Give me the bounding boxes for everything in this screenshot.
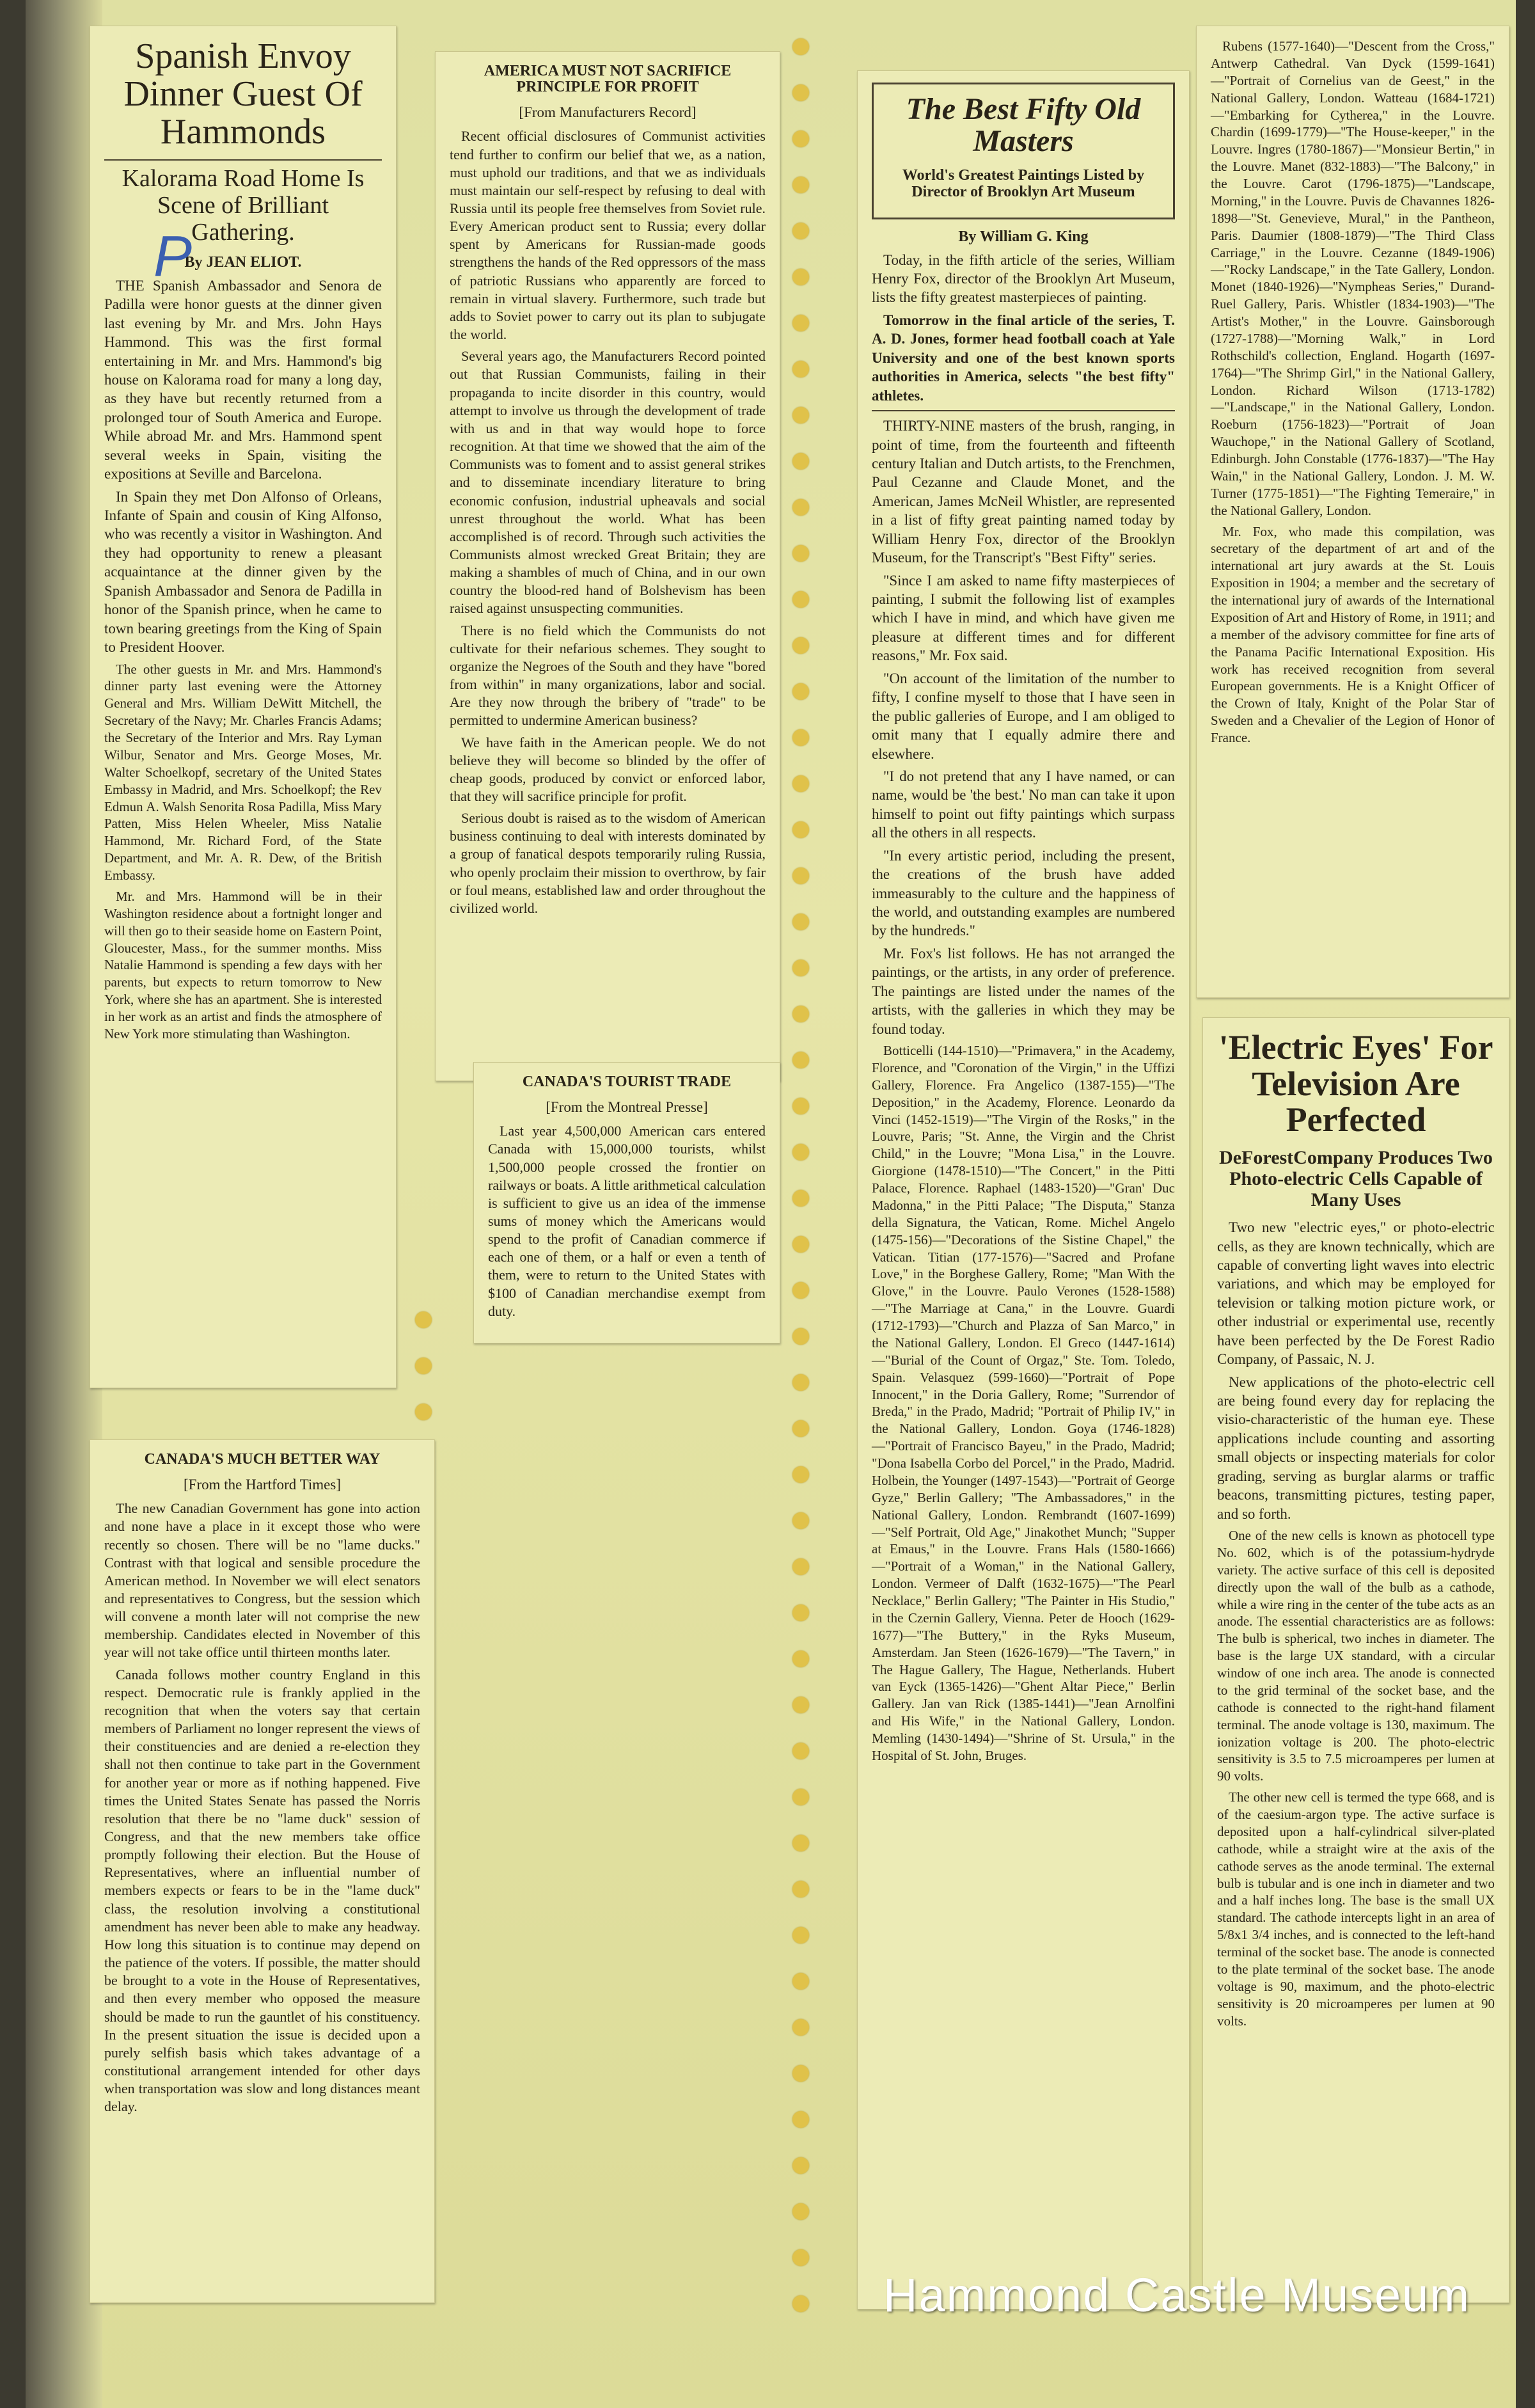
article-best-fifty: [857, 70, 1190, 2309]
paragraph: We have faith in the American people. We do not believe they will become so blinded by the offer of cheap goods, produced by convict or enforced labor, that they will sacrifice principle for profit.: [450, 734, 766, 804]
headline: Spanish Envoy Dinner Guest Of Hammonds: [123, 36, 363, 152]
paragraph: Mr. Fox's list follows. He has not arranged the paintings, or the artists, in any order of preference. The paintings are listed under the names of the artists, with the galleries in which they may be found today.: [872, 945, 1175, 1037]
paragraph: Serious doubt is raised as to the wisdom of American business continuing to deal with interests dominated by a group of fanatical despots temporarily ruling Russia, who openly proclaim their mission to overthrow, by fair or foul means, established law and order throughout the civilized world.: [450, 810, 766, 916]
headline: 'Electric Eyes' For Television Are Perfected: [1218, 1028, 1493, 1139]
painting-list: Botticelli (144-1510)—"Primavera," in the Academy, Florence, and "Coronation of the Virgin," in the Uffizi Gallery, Florence. Fra Angelico (1387-155)—"The Deposition," in the Academy, Florence. Leonardo da Vinci (1452-1519)—"The Virgin of the Rosks," in the Louvre, Paris; "St. Anne, the Virgin and the Christ Child," in the Louvre; "Mona Lisa," in the Louvre. Giorgione (1478-1510)—"The Concert," in the Pitti Palace, Florence. Raphael (1483-1520)—"Gran' Duc Madonna," in the Pitti Palace; "The Disputa," Stanza della Signatura, the Vatican, Rome. Michel Angelo (1475-156)—"Decorations of the Sistine Chapel," the Vatican. Titian (177-1576)—"Sacred and Profane Love," in the Borghese Gallery, Rome; "Man With the Glove," in the Louvre. Paulo Verones (1528-1588)—"The Marriage at Cana," in the Louvre. Guardi (1712-1793)—"Church and Plazza of San Marco," in the National Gallery, London. El Greco (1447-1614)—"Burial of the Count of Orgaz," Ste. Tom. Toledo, Spain. Velasquez (599-1660)—"Portrait of Pope Innocent," in the Doria Gallery, Rome; "Surrendor of Breda," in the Prado, Madrid; "Portrait of Philip IV," in the National Gallery, London. Goya (1746-1828)—"Portrait of Francisco Bayeu," in the Prado, Madrid; "Dona Isabella Corbo del Porcel," in the Prado, Madrid. Holbein, the Younger (1497-1543)—"Portrait of George Gyze," Berlin Gallery; "The Ambassadores," in the National Gallery, London. Rembrandt (1607-1699)—"Self Portrait, Old Age," Jinakothet Munch; "Supper at Emaus," in the Louvre. Frans Hals (1580-1666)—"Portrait of a Woman," in the National Gallery, London. Vermeer of Dalft (1632-1675)—"The Pearl Necklace," Berlin Gallery; "The Painter in His Studio," in the Czernin Gallery, Vienna. Peter de Hooch (1629-1677)—"The Buttery," in the Ryks Museum, Amsterdam. Jan Steen (1626-1679)—"The Tavern," in The Hague Gallery, The Hague, Netherlands. Hubert van Eyck (1365-1426)—"Ghent Altar Piece," Berlin Gallery. Jan van Rick (1385-1441)—"Jean Arnolfini and His Wife," in the National Gallery, London. Memling (1430-1494)—"Shrine of St. Ursula," in the Hospital of St. John, Bruges.: [872, 1043, 1175, 1763]
paragraph: Mr. and Mrs. Hammond will be in their Washington residence about a fortnight longer and will then go to their seaside home on Eastern Point, Gloucester, Mass., for the summer months. Miss Natalie Hammond is spending a few days with her parents, but expects to return tomorrow to New York, where she has an apartment. She is interested in her work as an artist and finds the atmosphere of New York more stimulating than Washington.: [104, 888, 382, 1042]
headline: The Best Fifty Old Masters: [906, 92, 1141, 159]
headline: AMERICA MUST NOT SACRIFICE PRINCIPLE FOR PROFIT: [484, 63, 732, 96]
paragraph: Tomorrow in the final article of the series, T. A. D. Jones, former head football coach at Yale University and one of the best known sports authorities in America, selects "the best fifty" athletes.: [872, 312, 1175, 404]
article-canada-tourist: [473, 1062, 780, 1343]
article-electric-eyes: [1202, 1017, 1509, 2303]
headline: CANADA'S MUCH BETTER WAY: [144, 1451, 381, 1468]
paragraph: Last year 4,500,000 American cars entered Canada with 15,000,000 tourists, whilst 1,500,000 people crossed the frontier on railways or boats. A little arithmetical calculation is sufficient to give us an idea of the immense sums of money which the Americans would spend to the profit of Canadian commerce if each one of them, or a half or even a tenth of them, were to return to the United States with $100 of Canadian merchandise exempt from duty.: [488, 1123, 766, 1319]
paragraph: Several years ago, the Manufacturers Record pointed out that Russian Communists, failing in their propaganda to incite disorder in this country, would attempt to involve us through the development of trade with us and in that way would hope to force recognition. At that time we showed that the aim of the Communists was to foment and to assist general strikes and to disseminate incendiary literature to bring economic confusion, industrial upheavals and social unrest throughout the world. What has been accomplished is of record. Through such activities the Communists almost wrecked Great Britain; they are making a shambles of much of China, and in our own country the blood-red hand of Bolshevism has been raised against unsuspecting communities.: [450, 348, 766, 617]
paragraph: THIRTY-NINE masters of the brush, ranging, in point of time, from the fourteenth and fifteenth century Italian and Dutch artists, to the Frenchmen, Paul Cezanne and Claude Monet, and the American, James McNeil Whistler, are represented in a list of fifty great painting named today by William Henry Fox, director of the Brooklyn Museum, for the Transcript's "Best Fifty" series.: [872, 418, 1175, 566]
paragraph: Canada follows mother country England in this respect. Democratic rule is frankly applied in the recognition that when the voters say that certain members of Parliament no longer represent the views of their constituencies and are denied a re-election they shall not then continue to take part in the Government for another year or more as if nothing happened. Five times the United States Senate has passed the Norris resolution that there be no "lame duck" session of Congress, and that the new members take office promptly following their election. But the House of Representatives, where an influential number of members expects or fears to be in the "lame duck" class, the resolution involving a constitutional amendment has never been able to make any headway. How long this situation is to continue may depend on the patience of the voters. If possible, the matter should be brought to a vote in the House of Representatives, and then every member who opposed the measure should be made to run the gauntlet of his constituency. In the present situation the issue is decided upon a purely selfish basis which takes advantage of a constitutional arrangement intended for other days when transportation was slow and long distances meant delay.: [104, 1666, 420, 2115]
article-spanish-envoy: [90, 26, 397, 1388]
paragraph: THE Spanish Ambassador and Senora de Padilla were honor guests at the dinner given last evening by Mr. and Mrs. John Hays Hammond. This was the first formal entertaining in Mr. and Mrs. Hammond's big house on Kalorama road for many a long day, as they have but recently returned from a prolonged tour of South America and Europe. While abroad Mr. and Mrs. Hammond spent several weeks in Spain, visiting the expositions at Seville and Barcelona.: [104, 277, 382, 482]
subheadline: World's Greatest Paintings Listed by Director of Brooklyn Art Museum: [902, 166, 1145, 201]
subheadline: DeForestCompany Produces Two Photo-electric Cells Capable of Many Uses: [1219, 1147, 1493, 1211]
article-canada-better-way: [90, 1439, 435, 2303]
article-best-fifty-continued: [1196, 26, 1509, 998]
paragraph: "I do not pretend that any I have named, or can name, would be 'the best.' No man can take it upon himself to point out fifty paintings which surpass all the others in all respects.: [872, 768, 1175, 841]
source-line: [From Manufacturers Record]: [519, 104, 697, 121]
rivet-column: [787, 38, 815, 2341]
paragraph: Mr. Fox, who made this compilation, was secretary of the department of art and of the international art jury awards at the St. Louis Exposition in 1904; a member and the secretary of the international jury of awards of the International Exposition of Art and History of Rome, in 1911; and a member of the advisory committee for fine arts of the Panama Pacific International Exposition. His work has received recognition from several European governments. He is a Knight Officer of the Crown of Italy, Knight of the Polar Star of Sweden and a Chevalier of the Legion of Honor of France.: [1211, 523, 1495, 745]
title-box: [872, 83, 1175, 219]
byline: By William G. King: [958, 228, 1089, 245]
paragraph: Two new "electric eyes," or photo-electric cells, as they are known technically, which are capable of converting light waves into electric variations, and which may be employed for television or talking motion picture work, or other industrial or experimental use, recently have been perfected by the De Forest Radio Company, of Passaic, N. J.: [1217, 1219, 1495, 1368]
headline: CANADA'S TOURIST TRADE: [522, 1073, 732, 1090]
paragraph: In Spain they met Don Alfonso of Orleans, Infante of Spain and cousin of King Alfonso, who was recently a visitor in Washington. And they had opportunity to renew a pleasant acquaintance at the dinner given by the Spanish Ambassador and Senora de Padilla in honor of the Spanish prince, when he came to town bearing greetings from the King of Spain to President Hoover.: [104, 488, 382, 656]
painting-list: Rubens (1577-1640)—"Descent from the Cross," Antwerp Cathedral. Van Dyck (1599-1641)—"Portrait of Cornelius van de Geest," in the National Gallery, London. Watteau (1684-1721)—"Embarking for Cytherea," in the Louvre. Chardin (1699-1779)—"The House-keeper," in the Louvre. Ingres (1780-1867)—"Monsieur Bertin," in the Louvre. Manet (832-1883)—"The Balcony," in the Louvre. Carot (1796-1875)—"Landscape, Morning," in the Louvre. Puvis de Chavannes 1826-1898—"St. Genevieve, Mural," in the Pantheon, Paris. Daumier (1808-1879)—"The Third Class Carriage," in the Louvre. Cezanne (1849-1906)—"Rocky Landscape," in the Tate Gallery, London. Monet (1840-1926)—"Nympheas Series," Durand-Ruel Gallery, Paris. Whistler (1834-1903)—"The Artist's Mother," in the Louvre. Gainsborough (1727-1788)—"Morning Walk," in Lord Rothschild's collection, England. Hogarth (1697-1764)—"The Shrimp Girl," in the National Gallery, London. Richard Wilson (1713-1782)—"Landscape," in the National Gallery, London. Roeburn (1756-1823)—"Portrait of Joan Wauchope," in the National Gallery of Scotland, Edinburgh. John Constable (1776-1837)—"The Hay Wain," in the National Gallery, London. J. M. W. Turner (1775-1851)—"The Fighting Temeraire," in the National Gallery, London.: [1211, 38, 1495, 518]
subheadline: Kalorama Road Home Is Scene of Brilliant Gathering.: [122, 165, 365, 246]
source-line: [From the Montreal Presse]: [546, 1099, 708, 1116]
paragraph: Today, in the fifth article of the series, William Henry Fox, director of the Brooklyn Art Museum, lists the fifty greatest masterpieces of painting.: [872, 251, 1175, 306]
paragraph: The other new cell is termed the type 668, and is of the caesium-argon type. The active surface is deposited upon a half-cylindrical silver-plated cathode, while a straight wire at the axis of the cathode serves as the anode terminal. The external bulb is tubular and is one inch in diameter and two and a half inches long. The base is the small UX standard. The cathode intercepts light in an area of 5/8x1 3/4 inches, and is connected to the left-hand terminal of the socket base. The anode is connected to the plate terminal of the socket base. The anode voltage is 90, maximum, and the photo-electric sensitivity is 20 microamperes per lumen at 90 volts.: [1217, 1789, 1495, 2029]
source-line: [From the Hartford Times]: [184, 1477, 341, 1493]
paragraph: "On account of the limitation of the number to fifty, I confine myself to those that I have seen in the public galleries of Europe, and I am obliged to omit many that I equally admire there and elsewhere.: [872, 670, 1175, 762]
watermark: Hammond Castle Museum: [883, 2269, 1470, 2322]
paragraph: The other guests in Mr. and Mrs. Hammond's dinner party last evening were the Attorney General and Mrs. William DeWitt Mitchell, the Secretary of the Navy; Mr. Charles Francis Adams; the Secretary of the Interior and Mrs. Ray Lyman Wilbur, Senator and Mrs. George Moses, Mr. Walter Schoelkopf, secretary of the United States Embassy in Madrid, and Mrs. Schoelkopf; the Rev Edmun A. Walsh Senorita Rosa Padilla, Miss Mary Patten, Miss Helen Wheeler, Miss Natalie Hammond, Mr. Richard Ford, of the State Department, and Mr. A. R. Dew, of the British Embassy.: [104, 661, 382, 883]
paragraph: "In every artistic period, including the present, the creations of the brush have added immeasurably to the culture and the happiness of the world, and outstanding examples are numbered by the hundreds.": [872, 847, 1175, 939]
paragraph: New applications of the photo-electric cell are being found every day for replacing the visio-characteristic of the human eye. These applications include counting and assorting small objects or inspecting materials for color grading, serving as burglar alarms or traffic beacons, transmitting pictures, testing paper, and so forth.: [1217, 1374, 1495, 1522]
paragraph: Recent official disclosures of Communist activities tend further to confirm our belief that we, as a nation, must uphold our traditions, and that we as individuals must maintain our self-respect by refusing to deal with Russia until its people free themselves from Soviet rule. Every American product sent to Russia; every dollar spent by Americans for Russian-made goods strengthens the hands of the Red oppressors of the mass of patriotic Russians who apparently are forced to remain in virtual slavery. Furthermore, such trade but adds to Soviet power to carry out its plan to subjugate the world.: [450, 128, 766, 343]
paragraph: The new Canadian Government has gone into action and none have a place in it except those who were recently so chosen. There will be no "lame ducks." Contrast with that logical and sensible procedure the American method. In November we will elect senators and representatives to Congress, but the session which will convene a month later will not comprise the new membership. Candidates elected in November of this year will not take office until thirteen months later.: [104, 1500, 420, 1661]
byline: By JEAN ELIOT.: [184, 253, 302, 271]
handwritten-annotation: P: [154, 225, 193, 289]
article-america-principle: [435, 51, 780, 1081]
paragraph: There is no field which the Communists do not cultivate for their nefarious schemes. They sought to organize the Negroes of the South and they have "bored from within" in many organizations, labor and social. Are they now through the bribery of "trade" to be permitted to undermine American business?: [450, 622, 766, 729]
paragraph: One of the new cells is known as photocell type No. 602, which is of the potassium-hydryde variety. The active surface of this cell is deposited directly upon the wall of the bulb as a cathode, while a wire ring in the center of the tube acts as an anode. The essential characteristics are as follows: The bulb is spherical, two inches in diameter. The base is the large UX standard, with a circular window of one inch area. The anode is connected to the grid terminal of the socket base, and the cathode is connected to the right-hand filament terminal. The anode voltage is 130, maximum. The ionization voltage is 200. The photo-electric sensitivity is 3.5 to 7.5 microamperes per lumen at 90 volts.: [1217, 1528, 1495, 1784]
paragraph: "Since I am asked to name fifty masterpieces of painting, I submit the following list of examples which I have in mind, and which have given me pleasure at different times and for different reasons," Mr. Fox said.: [872, 572, 1175, 664]
